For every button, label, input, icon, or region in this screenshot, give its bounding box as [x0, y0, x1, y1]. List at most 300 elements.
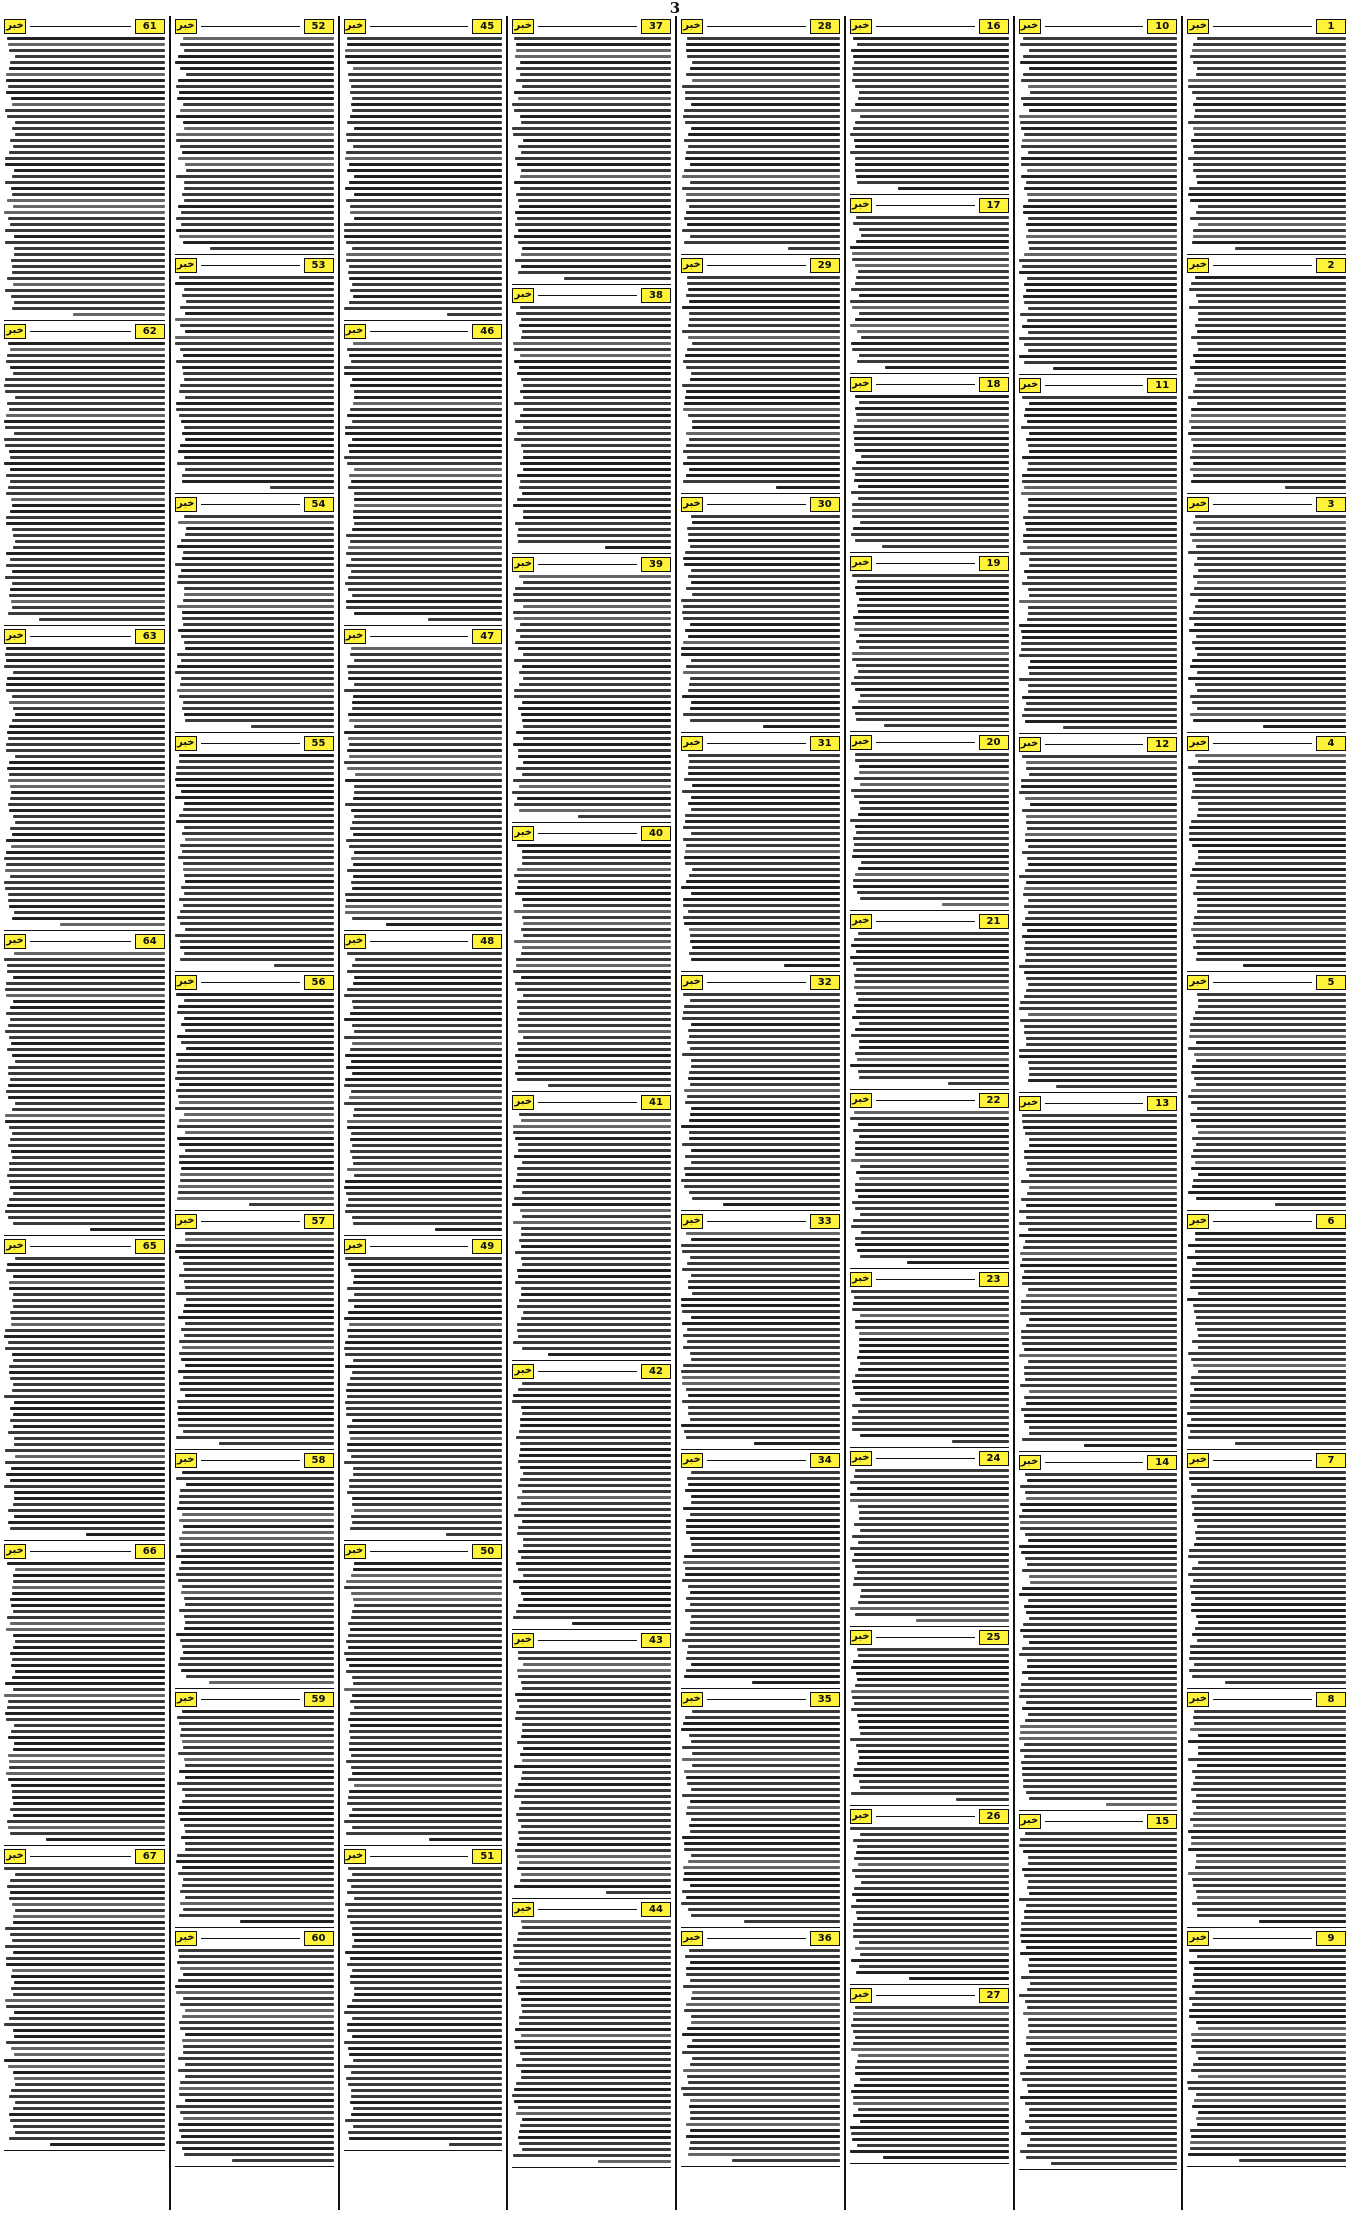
text-line	[178, 2069, 333, 2072]
text-line	[1021, 1683, 1177, 1686]
text-line	[692, 1991, 840, 1994]
text-line	[1188, 157, 1346, 160]
text-line	[10, 1832, 164, 1835]
item-divider	[850, 1805, 1009, 1806]
text-line	[13, 534, 165, 537]
text-line	[1191, 2033, 1346, 2036]
text-line	[1190, 1023, 1346, 1026]
text-line	[182, 1710, 333, 1713]
news-item-body-text	[175, 1709, 334, 1924]
text-line	[5, 576, 164, 579]
header-rule	[538, 564, 637, 565]
text-line	[14, 1742, 164, 1745]
news-item	[1187, 974, 1346, 1211]
text-line	[1193, 474, 1346, 477]
news-item-body-text	[4, 1256, 165, 1537]
news-item-body-text	[850, 573, 1009, 728]
text-line	[855, 1141, 1008, 1144]
text-line	[352, 1419, 502, 1422]
text-line	[1192, 1878, 1346, 1881]
text-line	[353, 1598, 503, 1601]
text-line	[1189, 1669, 1346, 1672]
text-line	[186, 527, 334, 530]
text-line	[690, 1621, 840, 1624]
text-line	[346, 1192, 502, 1195]
text-line	[861, 1231, 1009, 1234]
text-line	[1021, 1330, 1177, 1333]
text-line	[691, 832, 839, 835]
text-line	[1019, 337, 1177, 340]
text-line	[4, 1694, 164, 1697]
item-divider	[681, 971, 840, 972]
text-line	[352, 594, 502, 597]
news-tag-badge: خبر	[512, 19, 534, 34]
text-line	[178, 157, 333, 160]
news-item-body-text	[344, 1561, 503, 1842]
text-line	[855, 586, 1009, 589]
text-line	[185, 1232, 334, 1235]
text-line	[355, 958, 503, 961]
header-rule	[370, 941, 469, 942]
news-item-body-text	[681, 1470, 840, 1685]
text-line	[856, 413, 1009, 416]
text-line	[948, 1082, 1009, 1085]
text-line	[176, 1436, 333, 1439]
text-line	[1027, 468, 1178, 471]
text-line	[687, 1328, 839, 1331]
text-line	[857, 181, 1009, 184]
text-line	[1189, 1961, 1346, 1964]
news-tag-badge: خبر	[175, 258, 197, 273]
text-line	[1025, 941, 1177, 944]
text-line	[175, 563, 334, 566]
text-line	[687, 456, 840, 459]
text-line	[5, 1461, 165, 1464]
text-line	[12, 307, 165, 310]
text-line	[1194, 587, 1346, 590]
text-line	[6, 1473, 164, 1476]
text-line	[354, 127, 502, 130]
text-line	[860, 1362, 1008, 1365]
text-line	[1188, 2087, 1346, 2090]
text-line	[177, 1854, 334, 1857]
text-line	[1189, 1549, 1346, 1552]
text-line	[691, 1740, 840, 1743]
text-line	[348, 73, 502, 76]
text-line	[352, 821, 503, 824]
text-line	[516, 67, 671, 70]
news-item-header	[512, 1094, 671, 1110]
text-line	[354, 1993, 503, 1996]
text-line	[4, 2023, 164, 2026]
text-line	[8, 1216, 165, 1219]
text-line	[176, 139, 333, 142]
news-item-number: 11	[1147, 378, 1177, 393]
text-line	[1193, 390, 1346, 393]
news-item-header	[1187, 18, 1346, 34]
text-line	[521, 1592, 671, 1595]
item-divider	[512, 1898, 671, 1899]
text-line	[13, 1921, 164, 1924]
text-line	[354, 1562, 502, 1565]
text-line	[12, 1132, 165, 1135]
text-line	[1195, 360, 1346, 363]
text-line	[351, 1592, 502, 1595]
news-tag-badge: خبر	[344, 324, 366, 339]
text-line	[882, 545, 1009, 548]
text-line	[353, 510, 502, 513]
news-item-number: 20	[979, 735, 1009, 750]
text-line	[181, 1836, 334, 1839]
text-line	[354, 217, 502, 220]
text-line	[183, 103, 334, 106]
text-line	[177, 689, 334, 692]
text-line	[1030, 1982, 1178, 1985]
text-line	[690, 1603, 840, 1606]
column-6	[338, 16, 507, 2210]
news-item-header	[1187, 735, 1346, 751]
text-line	[1195, 1866, 1346, 1869]
text-line	[8, 803, 165, 806]
text-line	[1028, 2060, 1177, 2063]
text-line	[348, 1634, 502, 1637]
text-line	[518, 1783, 671, 1786]
news-item-number: 37	[641, 19, 671, 34]
text-line	[1198, 348, 1346, 351]
text-line	[523, 139, 671, 142]
news-item	[4, 628, 165, 931]
news-item-body-text	[344, 1256, 503, 1537]
text-line	[349, 354, 503, 357]
text-line	[1192, 2039, 1346, 2042]
text-line	[13, 1814, 165, 1817]
text-line	[345, 55, 502, 58]
text-line	[516, 79, 671, 82]
text-line	[855, 1153, 1008, 1156]
text-line	[513, 1944, 671, 1947]
text-line	[854, 1296, 1009, 1299]
text-line	[353, 875, 502, 878]
text-line	[183, 868, 333, 871]
text-line	[523, 677, 671, 680]
text-line	[1029, 2108, 1177, 2111]
header-rule	[707, 1699, 806, 1700]
text-line	[179, 1567, 334, 1570]
news-tag-badge: خبر	[344, 629, 366, 644]
news-tag-badge: خبر	[4, 1544, 26, 1559]
text-line	[180, 2081, 334, 2084]
text-line	[348, 588, 502, 591]
text-line	[1025, 1557, 1177, 1560]
text-line	[347, 1802, 503, 1805]
text-line	[682, 2051, 840, 2054]
item-divider	[1019, 733, 1178, 734]
item-divider	[4, 2150, 165, 2151]
text-line	[347, 1449, 502, 1452]
text-line	[578, 815, 671, 818]
text-line	[184, 1627, 334, 1630]
text-line	[1193, 169, 1346, 172]
news-item-body-text	[681, 36, 840, 251]
text-line	[514, 91, 671, 94]
text-line	[175, 934, 333, 937]
text-line	[850, 246, 1009, 249]
text-line	[689, 928, 840, 931]
text-line	[1028, 1539, 1177, 1542]
text-line	[180, 109, 333, 112]
text-line	[860, 1786, 1008, 1789]
text-line	[686, 1776, 840, 1779]
text-line	[347, 1126, 502, 1129]
text-line	[1196, 1806, 1346, 1809]
text-line	[1022, 1587, 1177, 1590]
text-line	[1196, 1059, 1346, 1062]
text-line	[521, 1735, 671, 1738]
text-line	[1026, 289, 1177, 292]
text-line	[1024, 708, 1177, 711]
text-line	[1023, 211, 1177, 214]
text-line	[855, 1875, 1009, 1878]
text-line	[350, 1921, 502, 1924]
news-tag-badge: خبر	[512, 1902, 534, 1917]
text-line	[184, 713, 334, 716]
text-line	[681, 2087, 840, 2090]
news-tag-badge: خبر	[681, 1214, 703, 1229]
text-line	[856, 718, 1009, 721]
text-line	[1196, 958, 1346, 961]
text-line	[686, 1812, 840, 1815]
news-tag-badge: خبر	[1187, 736, 1209, 751]
text-line	[686, 151, 840, 154]
text-line	[182, 832, 334, 835]
text-line	[178, 1406, 333, 1409]
text-line	[1019, 1210, 1177, 1213]
news-item-header	[681, 1452, 840, 1468]
item-divider	[344, 2150, 503, 2151]
text-line	[12, 582, 165, 585]
text-line	[859, 801, 1009, 804]
text-line	[515, 1072, 671, 1075]
news-item-header	[850, 18, 1009, 34]
text-line	[852, 574, 1009, 577]
news-tag-badge: خبر	[4, 1239, 26, 1254]
text-line	[1021, 1180, 1177, 1183]
text-line	[354, 1293, 502, 1296]
text-line	[347, 2029, 503, 2032]
news-item	[681, 496, 840, 733]
text-line	[348, 1909, 502, 1912]
text-line	[346, 600, 502, 603]
text-line	[690, 1256, 840, 1259]
text-line	[691, 2021, 839, 2024]
text-line	[1192, 1985, 1346, 1988]
text-line	[350, 1957, 502, 1960]
text-line	[1019, 1737, 1177, 1740]
news-item-number: 25	[979, 1630, 1009, 1645]
text-line	[344, 1102, 502, 1105]
text-line	[518, 1604, 671, 1607]
text-line	[1028, 349, 1178, 352]
text-line	[1021, 1551, 1177, 1554]
text-line	[179, 390, 334, 393]
news-tag-badge: خبر	[1187, 19, 1209, 34]
text-line	[522, 773, 671, 776]
item-divider	[850, 1984, 1009, 1985]
item-divider	[175, 971, 334, 972]
text-line	[176, 1991, 334, 1994]
text-line	[518, 241, 671, 244]
text-line	[179, 2093, 333, 2096]
text-line	[852, 652, 1009, 655]
text-line	[175, 318, 334, 321]
news-item-number: 59	[304, 1692, 334, 1707]
item-divider	[681, 1927, 840, 1928]
text-line	[683, 1364, 840, 1367]
text-line	[1196, 97, 1346, 100]
text-line	[178, 1979, 333, 1982]
text-line	[859, 91, 1009, 94]
text-line	[1196, 1854, 1346, 1857]
text-line	[1195, 1238, 1346, 1241]
text-line	[1197, 1107, 1346, 1110]
text-line	[449, 2143, 503, 2146]
text-line	[1024, 301, 1177, 304]
text-line	[858, 1601, 1008, 1604]
text-line	[9, 450, 164, 453]
text-line	[344, 689, 502, 692]
text-line	[1192, 1185, 1346, 1188]
text-line	[1194, 1967, 1346, 1970]
text-line	[10, 1419, 165, 1422]
text-line	[850, 1481, 1009, 1484]
text-line	[517, 1173, 671, 1176]
text-line	[852, 467, 1009, 470]
news-item-header	[1019, 736, 1178, 752]
news-tag-badge: خبر	[1187, 258, 1209, 273]
text-line	[1028, 85, 1177, 88]
text-line	[513, 593, 671, 596]
text-line	[184, 1597, 334, 1600]
column-1	[1181, 16, 1350, 2210]
text-line	[177, 1035, 334, 1038]
news-item	[850, 1092, 1009, 1269]
text-line	[1022, 265, 1177, 268]
text-line	[4, 1395, 165, 1398]
header-rule	[201, 265, 300, 266]
text-line	[353, 295, 502, 298]
news-tag-badge: خبر	[850, 1988, 872, 2003]
text-line	[860, 1314, 1009, 1317]
text-line	[185, 1131, 334, 1134]
header-rule	[1045, 385, 1144, 386]
text-line	[14, 253, 164, 256]
text-line	[856, 175, 1008, 178]
text-line	[344, 307, 503, 310]
text-line	[1026, 528, 1177, 531]
header-rule	[370, 1856, 469, 1857]
text-line	[6, 982, 165, 985]
text-line	[514, 695, 671, 698]
text-line	[180, 958, 334, 961]
text-line	[517, 1018, 671, 1021]
text-line	[1189, 832, 1346, 835]
text-line	[1193, 462, 1346, 465]
text-line	[1197, 904, 1346, 907]
text-line	[14, 301, 164, 304]
text-line	[518, 1526, 671, 1529]
text-line	[514, 109, 671, 112]
text-line	[50, 2143, 165, 2146]
text-line	[73, 313, 165, 316]
news-item-body-text	[1187, 1470, 1346, 1685]
news-item	[512, 556, 671, 823]
text-line	[688, 324, 840, 327]
text-line	[345, 2119, 502, 2122]
news-item-body-text	[512, 36, 671, 281]
text-line	[9, 594, 165, 597]
news-tag-badge: خبر	[4, 324, 26, 339]
text-line	[349, 181, 502, 184]
news-item-body-text	[1019, 754, 1178, 1089]
text-line	[9, 2017, 164, 2020]
text-line	[1025, 1473, 1177, 1476]
text-line	[684, 1089, 840, 1092]
text-line	[855, 622, 1008, 625]
text-line	[12, 175, 165, 178]
header-rule	[538, 1102, 637, 1103]
text-line	[15, 396, 164, 399]
text-line	[763, 725, 840, 728]
news-item	[175, 257, 334, 494]
text-line	[179, 91, 334, 94]
text-line	[1194, 1077, 1346, 1080]
text-line	[177, 1782, 334, 1785]
text-line	[11, 1317, 164, 1320]
text-line	[856, 831, 1009, 834]
text-line	[176, 1477, 334, 1480]
text-line	[1025, 1719, 1177, 1722]
text-line	[183, 1651, 333, 1654]
text-line	[1196, 545, 1346, 548]
text-line	[15, 540, 165, 543]
text-line	[686, 1436, 840, 1439]
header-rule	[876, 384, 975, 385]
text-line	[182, 1740, 333, 1743]
text-line	[860, 1434, 1009, 1437]
text-line	[5, 444, 165, 447]
text-line	[184, 1824, 333, 1827]
text-line	[12, 570, 165, 573]
text-line	[1191, 820, 1346, 823]
text-line	[181, 2135, 333, 2138]
text-line	[692, 784, 840, 787]
header-rule	[707, 1221, 806, 1222]
text-line	[11, 97, 165, 100]
text-line	[514, 1950, 671, 1953]
text-line	[352, 1371, 502, 1374]
news-item-body-text	[512, 1919, 671, 2164]
text-line	[514, 874, 671, 877]
text-line	[1190, 199, 1346, 202]
news-item	[850, 197, 1009, 374]
news-tag-badge: خبر	[1019, 19, 1041, 34]
text-line	[347, 988, 503, 991]
text-line	[353, 1281, 502, 1284]
text-line	[5, 1030, 164, 1033]
text-line	[10, 1479, 165, 1482]
news-item	[1019, 1095, 1178, 1452]
text-line	[857, 1714, 1008, 1717]
